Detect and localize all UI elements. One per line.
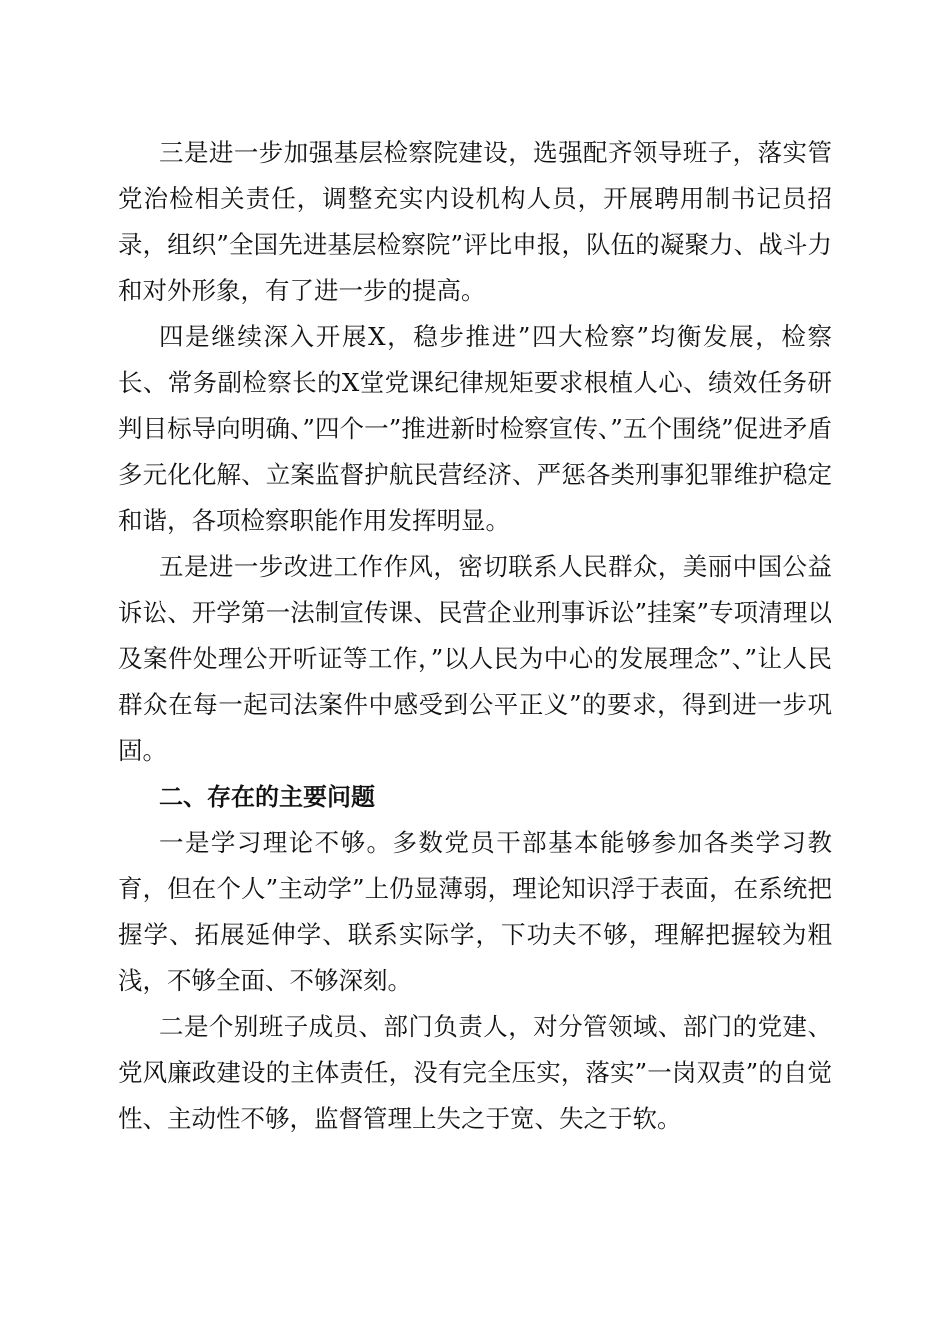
paragraph-responsibility: 二是个别班子成员、部门负责人，对分管领域、部门的党建、党风廉政建设的主体责任，没有完全压实，落实”一岗双责”的自觉性、主动性不够，监督管理上失之于宽、失之于软。 [118, 1012, 832, 1133]
section-heading-main-problems: 二、存在的主要问题 [159, 783, 375, 811]
paragraph-four-procuratorates: 四是继续深入开展X，稳步推进”四大检察”均衡发展，检察长、常务副检察长的X堂党课纪律规矩要求根植人心、绩效任务研判目标导向明确、”四个一”推进新时检察宣传、”五个围绕”促进矛盾多元化化解、立案监督护航民营经济、严惩各类刑事犯罪维护稳定和谐，各项检察职能作用发挥明显。 [118, 322, 832, 535]
paragraph-work-style: 五是进一步改进工作作风，密切联系人民群众，美丽中国公益诉讼、开学第一法制宣传课、民营企业刑事诉讼”挂案”专项清理以及案件处理公开听证等工作，”以人民为中心的发展理念”、”让人民群众在每一起司法案件中感受到公平正义”的要求，得到进一步巩固。 [118, 552, 832, 765]
paragraph-grassroots-procuratorate: 三是进一步加强基层检察院建设，选强配齐领导班子，落实管党治检相关责任，调整充实内设机构人员，开展聘用制书记员招录，组织”全国先进基层检察院”评比申报，队伍的凝聚力、战斗力和对外形象，有了进一步的提高。 [118, 138, 832, 305]
document-body [118, 130, 832, 1142]
paragraph-insufficient-study: 一是学习理论不够。多数党员干部基本能够参加各类学习教育，但在个人”主动学”上仍显薄弱，理论知识浮于表面，在系统把握学、拓展延伸学、联系实际学，下功夫不够，理解把握较为粗浅，不够全面、不够深刻。 [118, 828, 832, 995]
